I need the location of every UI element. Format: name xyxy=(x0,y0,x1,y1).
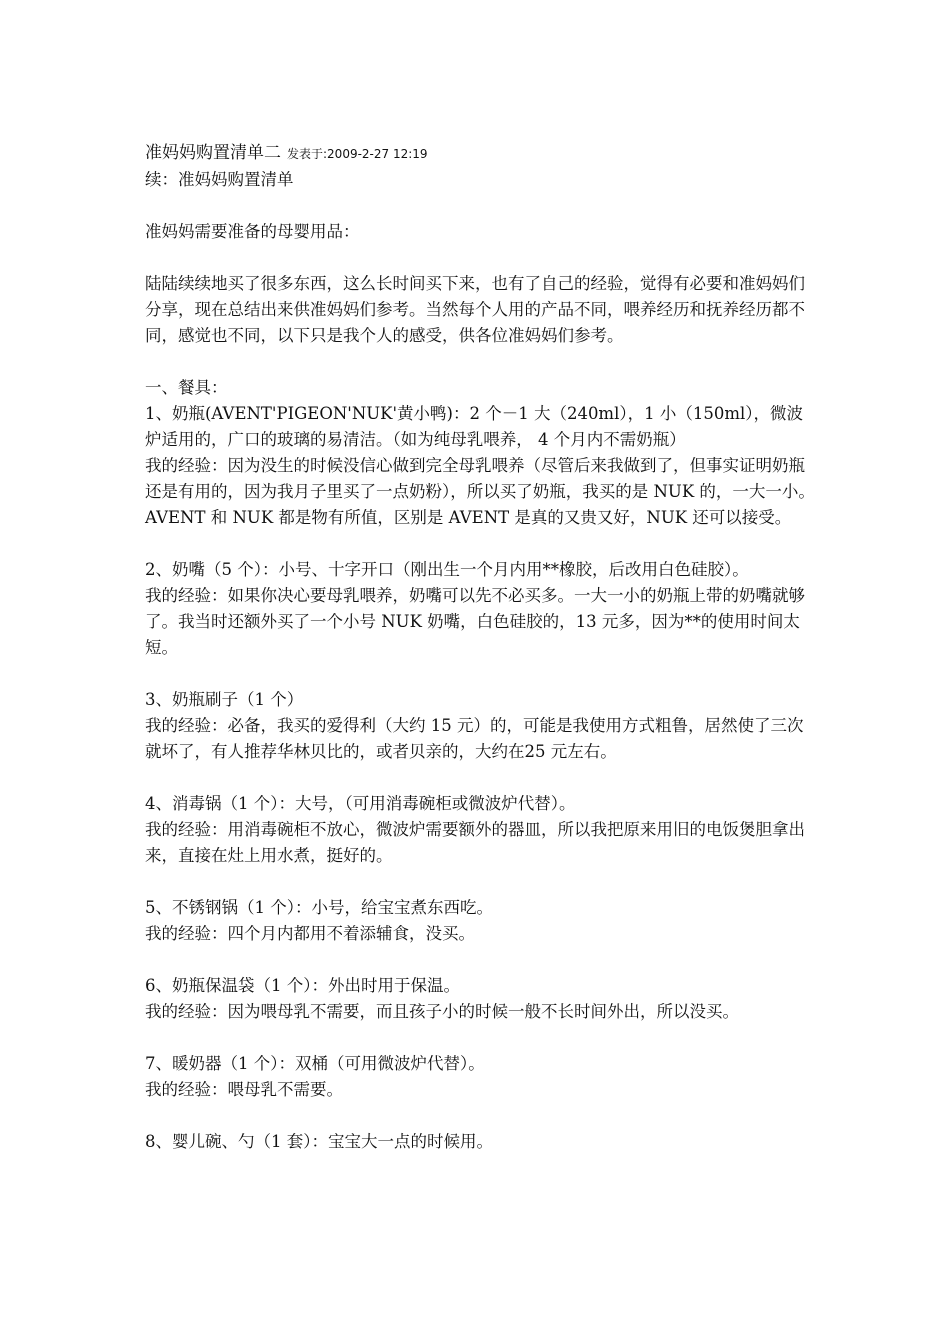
item-experience: 我的经验：用消毒碗柜不放心，微波炉需要额外的器皿，所以我把原来用旧的电饭煲胆拿出来，直接在灶上用水煮，挺好的。 xyxy=(145,820,805,865)
page-title: 准妈妈购置清单二 xyxy=(145,143,281,163)
item-experience: 我的经验：因为喂母乳不需要，而且孩子小的时候一般不长时间外出，所以没买。 xyxy=(145,1002,739,1021)
item-experience: 我的经验：必备，我买的爱得利（大约 15 元）的，可能是我使用方式粗鲁，居然使了三次就坏了，有人推荐华林贝比的，或者贝亲的，大约在25 元左右。 xyxy=(145,716,804,761)
intro-paragraph: 陆陆续续地买了很多东西，这么长时间买下来，也有了自己的经验，觉得有必要和准妈妈们分享，现在总结出来供准妈妈们参考。当然每个人用的产品不同，喂养经历和抚养经历都不同，感觉也不同，以下只是我个人的感受，供各位准妈妈们参考。 xyxy=(145,274,805,345)
item-heading: 8、婴儿碗、勺（1 套）：宝宝大一点的时候用。 xyxy=(145,1132,493,1151)
item-heading: 1、奶瓶(AVENT'PIGEON'NUK'黄小鸭)：2 个－1 大（240ml），1 小（150ml），微波炉适用的，广口的玻璃的易清洁。（如为纯母乳喂养， 4 个月内不需奶瓶） xyxy=(145,404,804,449)
section-heading: 一、餐具： xyxy=(145,378,228,397)
item-heading: 2、奶嘴（5 个）：小号、十字开口（刚出生一个月内用**橡胶，后改用白色硅胶）。 xyxy=(145,560,749,579)
item-heading: 7、暖奶器（1 个）：双桶（可用微波炉代替）。 xyxy=(145,1054,485,1073)
posted-date: 发表于:2009-2-27 12:19 xyxy=(287,147,428,161)
item-heading: 6、奶瓶保温袋（1 个）：外出时用于保温。 xyxy=(145,976,460,995)
item-experience: 我的经验：喂母乳不需要。 xyxy=(145,1080,343,1099)
intro-heading: 准妈妈需要准备的母婴用品： xyxy=(145,222,360,241)
item-experience: 我的经验：如果你决心要母乳喂养，奶嘴可以先不必买多。一大一小的奶瓶上带的奶嘴就够了。我当时还额外买了一个小号 NUK 奶嘴，白色硅胶的，13 元多，因为**的使用时间太短。 xyxy=(145,586,805,657)
subtitle: 续：准妈妈购置清单 xyxy=(145,170,294,189)
item-experience: 我的经验：因为没生的时候没信心做到完全母乳喂养（尽管后来我做到了，但事实证明奶瓶还是有用的，因为我月子里买了一点奶粉），所以买了奶瓶，我买的是 NUK 的，一大一小。AVENT 和 NUK 都是物有所值，区别是 AVENT 是真的又贵又好，NUK 还可以接受。 xyxy=(145,456,815,527)
item-experience: 我的经验：四个月内都用不着添辅食，没买。 xyxy=(145,924,475,943)
item-heading: 3、奶瓶刷子（1 个） xyxy=(145,690,304,709)
document-page xyxy=(145,140,815,1155)
item-heading: 4、消毒锅（1 个）：大号，（可用消毒碗柜或微波炉代替）。 xyxy=(145,794,576,813)
title-line xyxy=(145,140,815,167)
item-heading: 5、不锈钢锅（1 个）：小号，给宝宝煮东西吃。 xyxy=(145,898,493,917)
